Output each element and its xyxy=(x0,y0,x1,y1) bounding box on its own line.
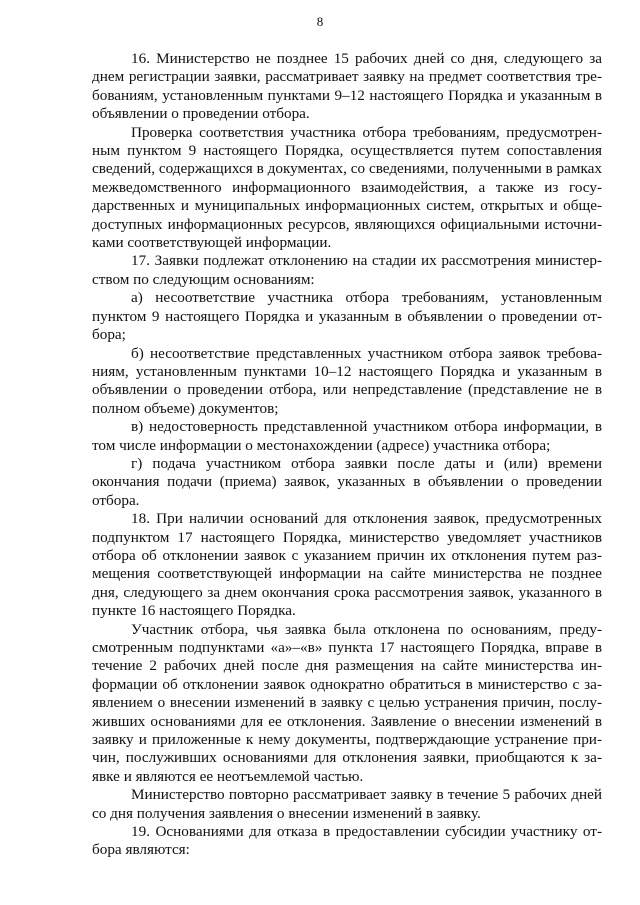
paragraph-17-a: а) несоответствие участника отбора требованиям, установленным пунктом 9 настоящего Порядка и указанным в объявлении о проведении отбора; xyxy=(92,289,602,344)
paragraph-17: 17. Заявки подлежат отклонению на стадии их рассмотрения министерством по следующим основаниям: xyxy=(92,252,602,288)
paragraph-17-v: в) недостоверность представленной участником отбора информации, в том числе информации о местонахождении (адресе) участника отбора; xyxy=(92,418,602,454)
document-body xyxy=(92,50,602,860)
paragraph-16: 16. Министерство не позднее 15 рабочих дней со дня, следующего за днем регистрации заявки, рассматривает заявку на предмет соответствия требованиям, установленным пунктами 9–12 настоящего Порядка и указанным в объявлении о проведении отбора. xyxy=(92,50,602,123)
paragraph-verification: Проверка соответствия участника отбора требованиям, предусмотренным пунктом 9 настоящего Порядка, осуществляется путем сопоставления сведений, содержащихся в документах, со сведениями, полученными в рамках межведомственного информационного взаимодействия, а также из государственных и муниципальных информационных систем, открытых и общедоступных информационных ресурсов, являющихся официальными источниками соответствующей информации. xyxy=(92,123,602,252)
paragraph-review: Министерство повторно рассматривает заявку в течение 5 рабочих дней со дня получения заявления о внесении изменений в заявку. xyxy=(92,786,602,822)
paragraph-19: 19. Основаниями для отказа в предоставлении субсидии участнику отбора являются: xyxy=(92,823,602,859)
paragraph-17-g: г) подача участником отбора заявки после даты и (или) времени окончания подачи (приема) заявок, указанных в объявлении о проведении отбора. xyxy=(92,454,602,509)
paragraph-resubmission: Участник отбора, чья заявка была отклонена по основаниям, предусмотренным подпунктами «а»–«в» пункта 17 настоящего Порядка, вправе в течение 2 рабочих дней после дня размещения на сайте министерства информации об отклонении заявок однократно обратиться в министерство с заявлением о внесении изменений в заявку с целью устранения причин, послуживших основаниями для ее отклонения. Заявление о внесении изменений в заявку и приложенные к нему документы, подтверждающие устранение причин, послуживших основаниями для отклонения заявки, приобщаются к заявке и являются ее неотъемлемой частью. xyxy=(92,620,602,785)
paragraph-17-b: б) несоответствие представленных участником отбора заявок требованиям, установленным пунктами 10–12 настоящего Порядка и указанным в объявлении о проведении отбора, или непредставление (представление не в полном объеме) документов; xyxy=(92,344,602,417)
paragraph-18: 18. При наличии оснований для отклонения заявок, предусмотренных подпунктом 17 настоящего Порядка, министерство уведомляет участников отбора об отклонении заявок с указанием причин их отклонения путем размещения соответствующей информации на сайте министерства не позднее дня, следующего за днем окончания срока рассмотрения заявок, указанного в пункте 16 настоящего Порядка. xyxy=(92,510,602,620)
page-number: 8 xyxy=(316,14,324,29)
